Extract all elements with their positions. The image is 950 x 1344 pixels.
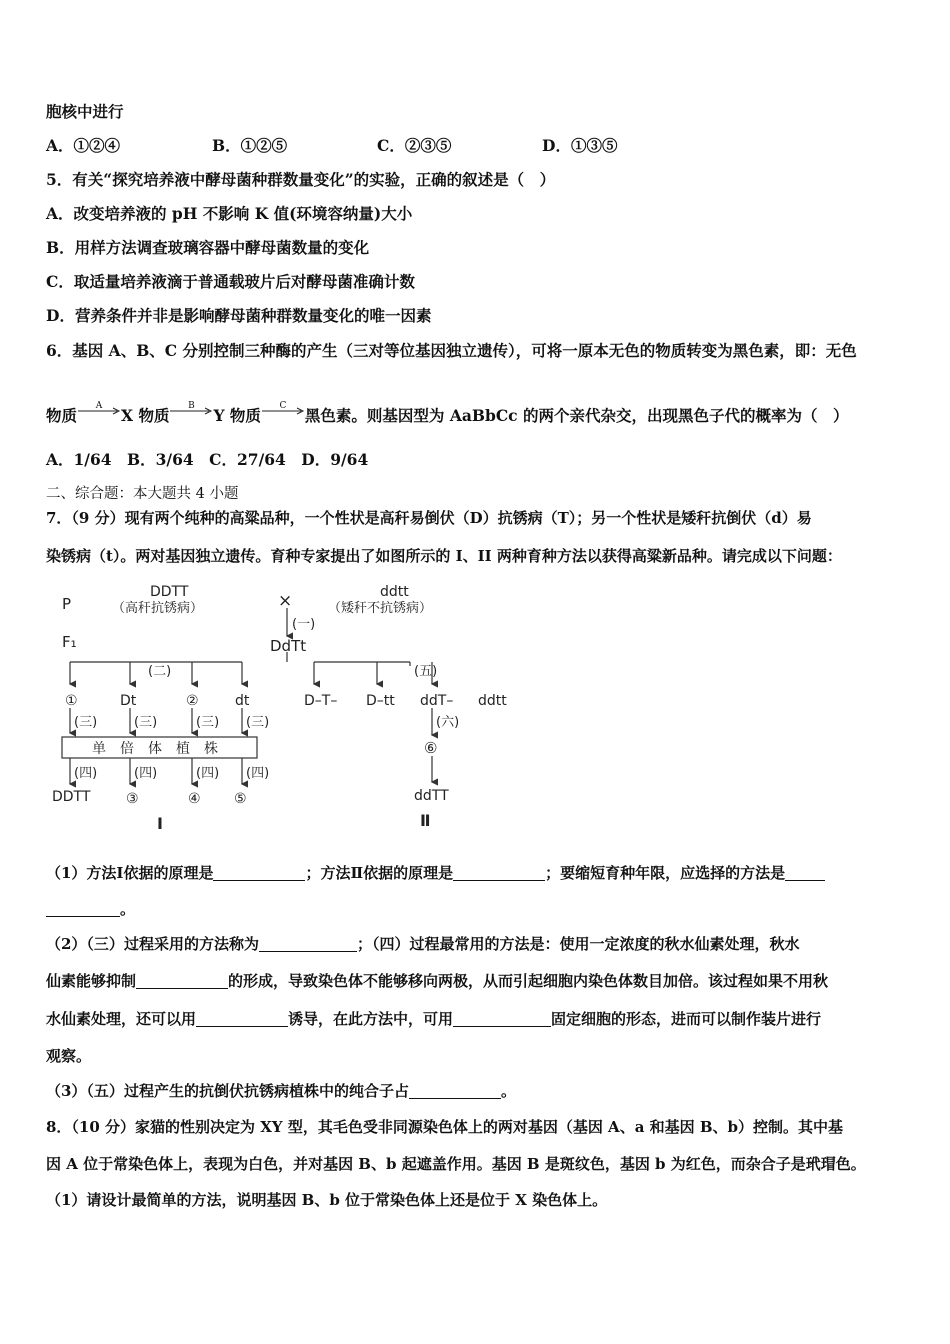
q5-option-c: C．取适量培养液滴于普通载玻片后对酵母菌准确计数 xyxy=(46,272,415,291)
parent2-note: （矮秆不抗锈病） xyxy=(328,601,433,616)
q7-sub1-text-c: ；要缩短育种年限，应选择的方法是 xyxy=(545,864,786,882)
arrow-c-label: C xyxy=(279,401,287,411)
result-2: ③ xyxy=(126,791,139,807)
f1-genotype: DdTt xyxy=(270,637,307,655)
q4-option-a: A．①②④ xyxy=(46,136,121,155)
breeding-diagram xyxy=(52,578,522,840)
q7-sub1-text-a: （1）方法Ⅰ依据的原理是 xyxy=(46,864,214,882)
q4-option-c: C．②③⑤ xyxy=(377,136,452,155)
method-1-label: I xyxy=(157,814,163,833)
answer-blank[interactable] xyxy=(196,1010,288,1027)
parent1-note: （高秆抗锈病） xyxy=(112,601,204,616)
answer-blank[interactable] xyxy=(213,864,305,881)
q5-option-a: A．改变培养液的 pH 不影响 K 值(环境容纳量)大小 xyxy=(46,204,413,223)
f2-genotype-2: D–tt xyxy=(366,693,395,709)
final-genotype: ddTT xyxy=(414,788,449,804)
q7-sub3 xyxy=(46,1080,516,1102)
f1-label: F₁ xyxy=(62,633,77,651)
f2-genotype-3: ddT– xyxy=(420,693,454,709)
q6-text-1: 物质 xyxy=(46,406,78,425)
parent1-genotype: DDTT xyxy=(150,584,189,600)
haploid-plants-label: 单 倍 体 植 株 xyxy=(92,741,218,757)
step-5-label: (五) xyxy=(414,664,438,679)
q5-option-d: D．营养条件并非是影响酵母菌种群数量变化的唯一因素 xyxy=(46,306,432,325)
q7-sub1 xyxy=(46,862,825,884)
q7-sub2-line1 xyxy=(46,933,799,955)
q6-pathway xyxy=(46,401,849,427)
q4-option-b: B．①②⑤ xyxy=(212,136,288,155)
result-4: ⑤ xyxy=(234,791,247,807)
arrow-a xyxy=(77,401,121,423)
arrow-right-icon xyxy=(77,407,121,415)
step-1-label: (一) xyxy=(292,617,316,632)
answer-blank[interactable] xyxy=(409,1082,501,1099)
q7-sub3-text-b: 。 xyxy=(500,1082,516,1100)
step-6-label: (六) xyxy=(436,715,460,730)
cross-symbol: × xyxy=(278,591,293,611)
arrow-b-label: B xyxy=(188,401,195,411)
q7-stem-line1: 7．（9 分）现有两个纯种的高粱品种，一个性状是高秆易倒伏（D）抗锈病（T）；另一个性状是矮秆抗倒伏（d）易 xyxy=(46,509,812,527)
arrow-right-icon xyxy=(169,407,213,415)
gamete-4: dt xyxy=(235,693,250,709)
arrow-b xyxy=(169,401,213,423)
q7-sub2-text-b: ；（四）过程最常用的方法是：使用一定浓度的秋水仙素处理，秋水 xyxy=(356,935,800,953)
step-4-label: (四) xyxy=(196,766,220,781)
q8-sub1: （1）请设计最简单的方法，说明基因 B、b 位于常染色体上还是位于 X 染色体上。 xyxy=(46,1191,608,1209)
q7-sub2-text-a: （2）（三）过程采用的方法称为 xyxy=(46,935,259,953)
q6-stem: 6．基因 A、B、C 分别控制三种酶的产生（三对等位基因独立遗传），可将一原本无色的物质转变为黑色素，即：无色 xyxy=(46,341,857,360)
q5-option-b: B．用样方法调查玻璃容器中酵母菌数量的变化 xyxy=(46,238,370,257)
q6-text-4: 黑色素。则基因型为 AaBbCc 的两个亲代杂交，出现黑色子代的概率为（ ） xyxy=(304,406,849,425)
step-3-label: (三) xyxy=(74,715,98,730)
gamete-2: Dt xyxy=(120,693,137,709)
continued-text: 胞核中进行 xyxy=(46,102,124,121)
answer-blank[interactable] xyxy=(259,935,357,952)
arrow-c xyxy=(261,401,305,423)
q7-stem-line2: 染锈病（t）。两对基因独立遗传。育种专家提出了如图所示的 I、II 两种育种方法以获得高粱新品种。请完成以下问题： xyxy=(46,547,842,565)
answer-blank[interactable] xyxy=(46,900,120,917)
step-3-label: (三) xyxy=(134,715,158,730)
answer-blank[interactable] xyxy=(453,1010,551,1027)
q7-sub3-text-a: （3）（五）过程产生的抗倒伏抗锈病植株中的纯合子占 xyxy=(46,1082,409,1100)
q6-text-3: Y 物质 xyxy=(213,406,261,425)
q7-sub2-line4: 观察。 xyxy=(46,1047,92,1065)
q7-sub1-text-b: ；方法Ⅱ依据的原理是 xyxy=(305,864,454,882)
method-2-label: Ⅱ xyxy=(420,811,431,830)
step-3-label: (三) xyxy=(196,715,220,730)
gamete-1: ① xyxy=(65,693,78,709)
q7-sub2-text-f: 诱导，在此方法中，可用 xyxy=(288,1010,454,1028)
gamete-3: ② xyxy=(186,693,199,709)
q7-sub1-text-d: 。 xyxy=(120,900,136,918)
q7-sub2-text-c: 仙素能够抑制 xyxy=(46,972,137,990)
q7-sub2-line2 xyxy=(46,970,828,992)
q7-sub2-text-d: 的形成，导致染色体不能够移向两极，从而引起细胞内染色体数目加倍。该过程如果不用秋 xyxy=(228,972,829,990)
q7-sub1-cont xyxy=(46,898,135,920)
item-6: ⑥ xyxy=(424,739,438,757)
arrow-a-label: A xyxy=(95,401,103,411)
q6-text-2: X 物质 xyxy=(121,406,170,425)
q6-options: A．1/64 B．3/64 C．27/64 D．9/64 xyxy=(46,450,369,469)
q8-stem-line1: 8．（10 分）家猫的性别决定为 XY 型，其毛色受非同源染色体上的两对基因（基因 A、a 和基因 B、b）控制。其中基 xyxy=(46,1118,844,1136)
step-4-label: (四) xyxy=(74,766,98,781)
answer-blank[interactable] xyxy=(785,864,825,881)
step-4-label: (四) xyxy=(246,766,270,781)
step-4-label: (四) xyxy=(134,766,158,781)
result-1: DDTT xyxy=(52,789,91,805)
q7-sub2-text-g: 固定细胞的形态，进而可以制作装片进行 xyxy=(551,1010,822,1028)
answer-blank[interactable] xyxy=(453,864,545,881)
q4-option-d: D．①③⑤ xyxy=(542,136,618,155)
result-3: ④ xyxy=(188,791,201,807)
p-label: P xyxy=(62,595,72,613)
arrow-right-icon xyxy=(261,407,305,415)
q7-sub2-line3 xyxy=(46,1008,821,1030)
f2-genotype-4: ddtt xyxy=(478,693,507,709)
q7-sub2-text-e: 水仙素处理，还可以用 xyxy=(46,1010,197,1028)
step-2-label: (二) xyxy=(148,664,172,679)
parent2-genotype: ddtt xyxy=(380,584,409,600)
step-3-label: (三) xyxy=(246,715,270,730)
q5-stem: 5．有关“探究培养液中酵母菌种群数量变化”的实验，正确的叙述是（ ） xyxy=(46,170,556,189)
f2-genotype-1: D–T– xyxy=(304,693,338,709)
answer-blank[interactable] xyxy=(136,972,228,989)
section-heading: 二、综合题：本大题共 4 小题 xyxy=(46,486,239,502)
q8-stem-line2: 因 A 位于常染色体上，表现为白色，并对基因 B、b 起遮盖作用。基因 B 是斑纹色，基因 b 为红色，而杂合子是玳瑁色。 xyxy=(46,1155,866,1173)
